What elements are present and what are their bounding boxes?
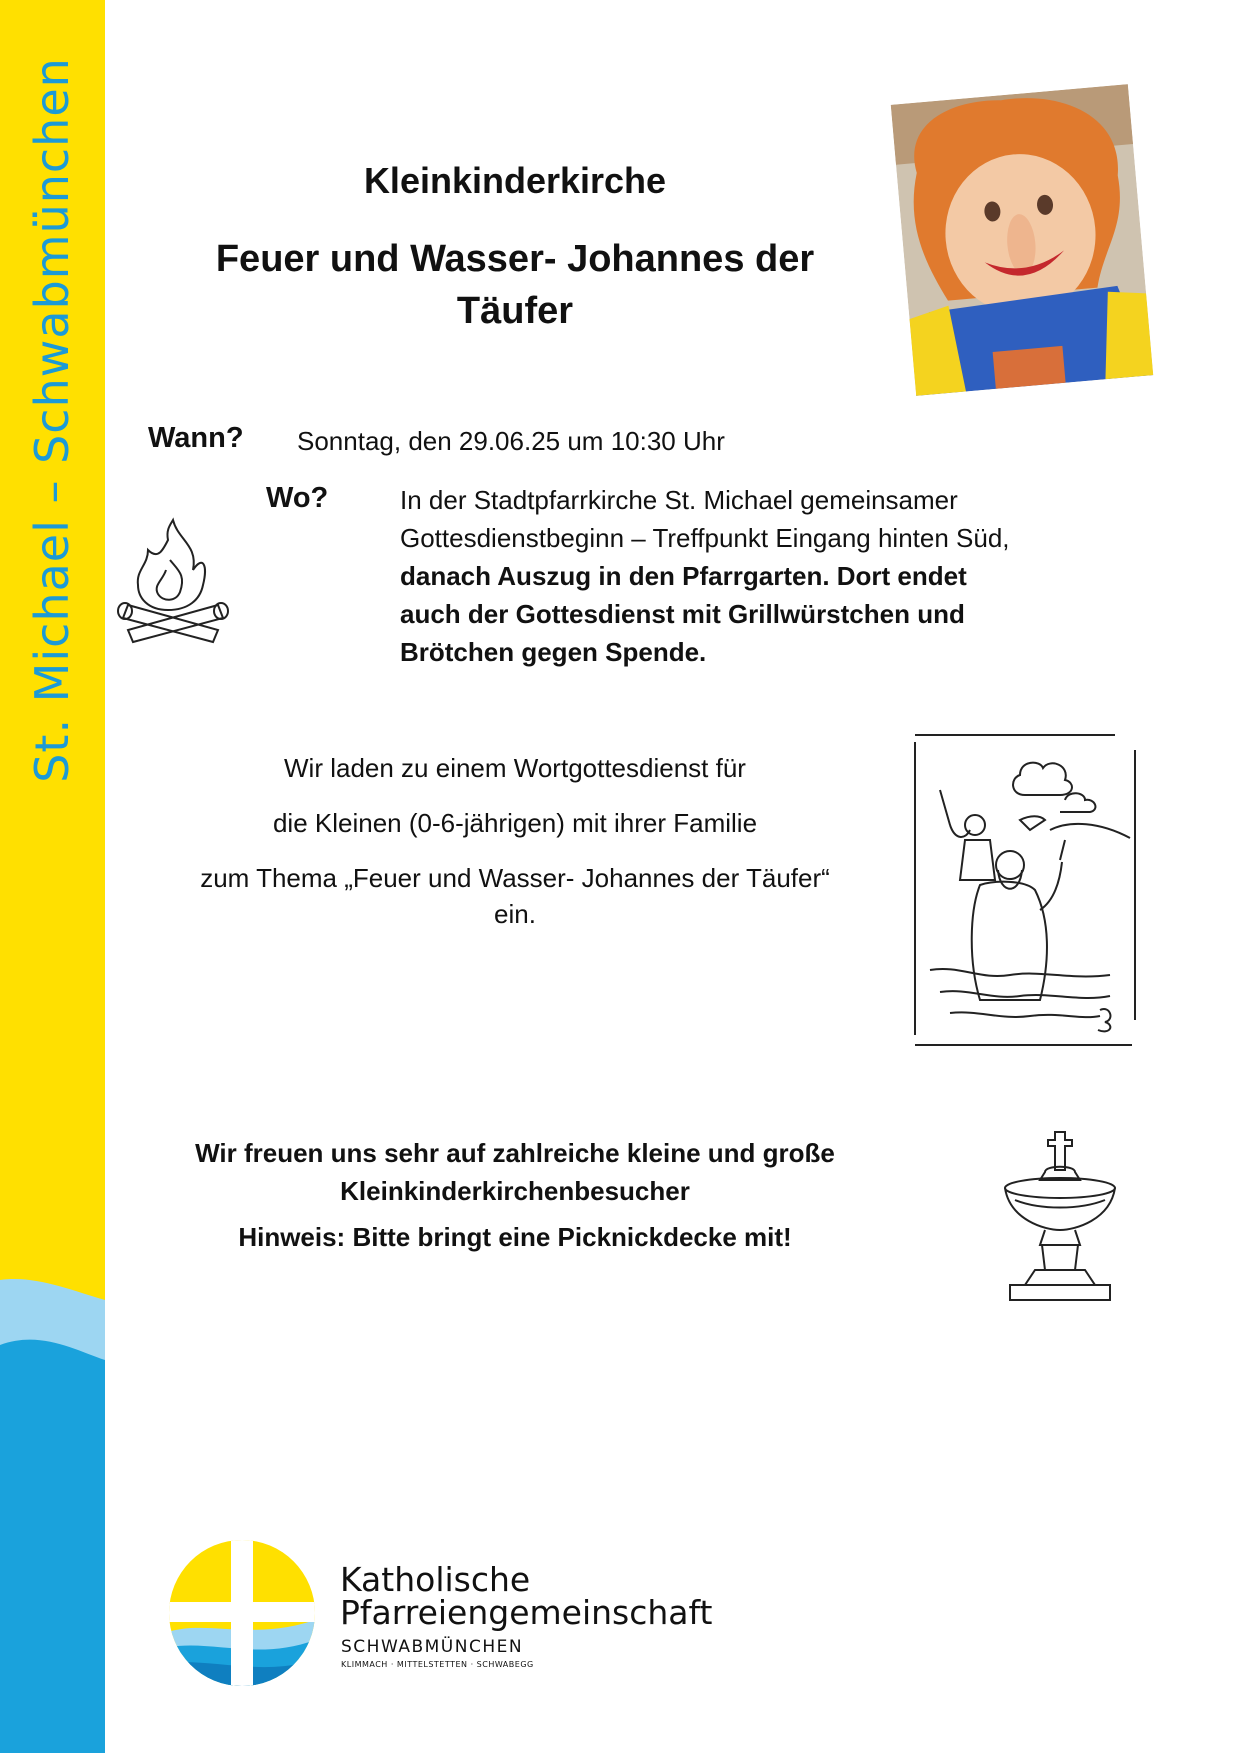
logo-line-4: KLIMMACH · MITTELSTETTEN · SCHWABEGG <box>341 1660 534 1669</box>
logo-line-2: Pfarreiengemeinschaft <box>340 1593 713 1632</box>
closing-line-1: Wir freuen uns sehr auf zahlreiche kleine und große <box>195 1138 835 1168</box>
subtitle-line-1: Feuer und Wasser- Johannes der <box>215 238 815 280</box>
logo-line-3: SCHWABMÜNCHEN <box>341 1637 524 1657</box>
invitation-line-4: ein. <box>494 899 536 929</box>
where-line-5: Brötchen gegen Spende. <box>400 637 707 667</box>
subtitle-line-2: Täufer <box>456 290 574 332</box>
where-line-2: Gottesdienstbeginn – Treffpunkt Eingang hinten Süd, <box>400 523 1010 553</box>
invitation-line-3: zum Thema „Feuer und Wasser- Johannes der Täufer“ <box>200 863 830 893</box>
when-label: Wann? <box>148 422 244 454</box>
where-text <box>400 481 1010 671</box>
puppet-photo <box>891 84 1154 396</box>
closing-hint: Hinweis: Bitte bringt eine Picknickdecke mit! <box>238 1222 792 1252</box>
where-line-1: In der Stadtpfarrkirche St. Michael gemeinsamer <box>400 485 958 515</box>
closing-text <box>150 1134 880 1253</box>
closing-line-2: Kleinkinderkirchenbesucher <box>340 1176 690 1206</box>
invitation-line-2: die Kleinen (0-6-jährigen) mit ihrer Familie <box>272 808 758 838</box>
where-line-3: danach Auszug in den Pfarrgarten. Dort endet <box>400 561 967 591</box>
sidebar-vertical-title: St. Michael – Schwabmünchen <box>25 57 79 783</box>
parish-logo-icon <box>165 1538 320 1688</box>
page-title: Kleinkinderkirche <box>363 160 667 201</box>
sidebar-band <box>0 0 105 1753</box>
invitation-text <box>150 753 880 930</box>
where-line-4: auch der Gottesdienst mit Grillwürstchen und <box>400 599 965 629</box>
invitation-line-1: Wir laden zu einem Wortgottesdienst für <box>284 753 746 783</box>
logo-line-1: Katholische <box>340 1560 531 1599</box>
baptismal-font-icon <box>1000 1130 1120 1310</box>
page-subtitle <box>150 233 880 337</box>
where-label: Wo? <box>266 482 329 514</box>
when-value: Sonntag, den 29.06.25 um 10:30 Uhr <box>297 426 725 456</box>
baptism-illustration <box>910 730 1140 1050</box>
campfire-icon <box>108 510 238 650</box>
